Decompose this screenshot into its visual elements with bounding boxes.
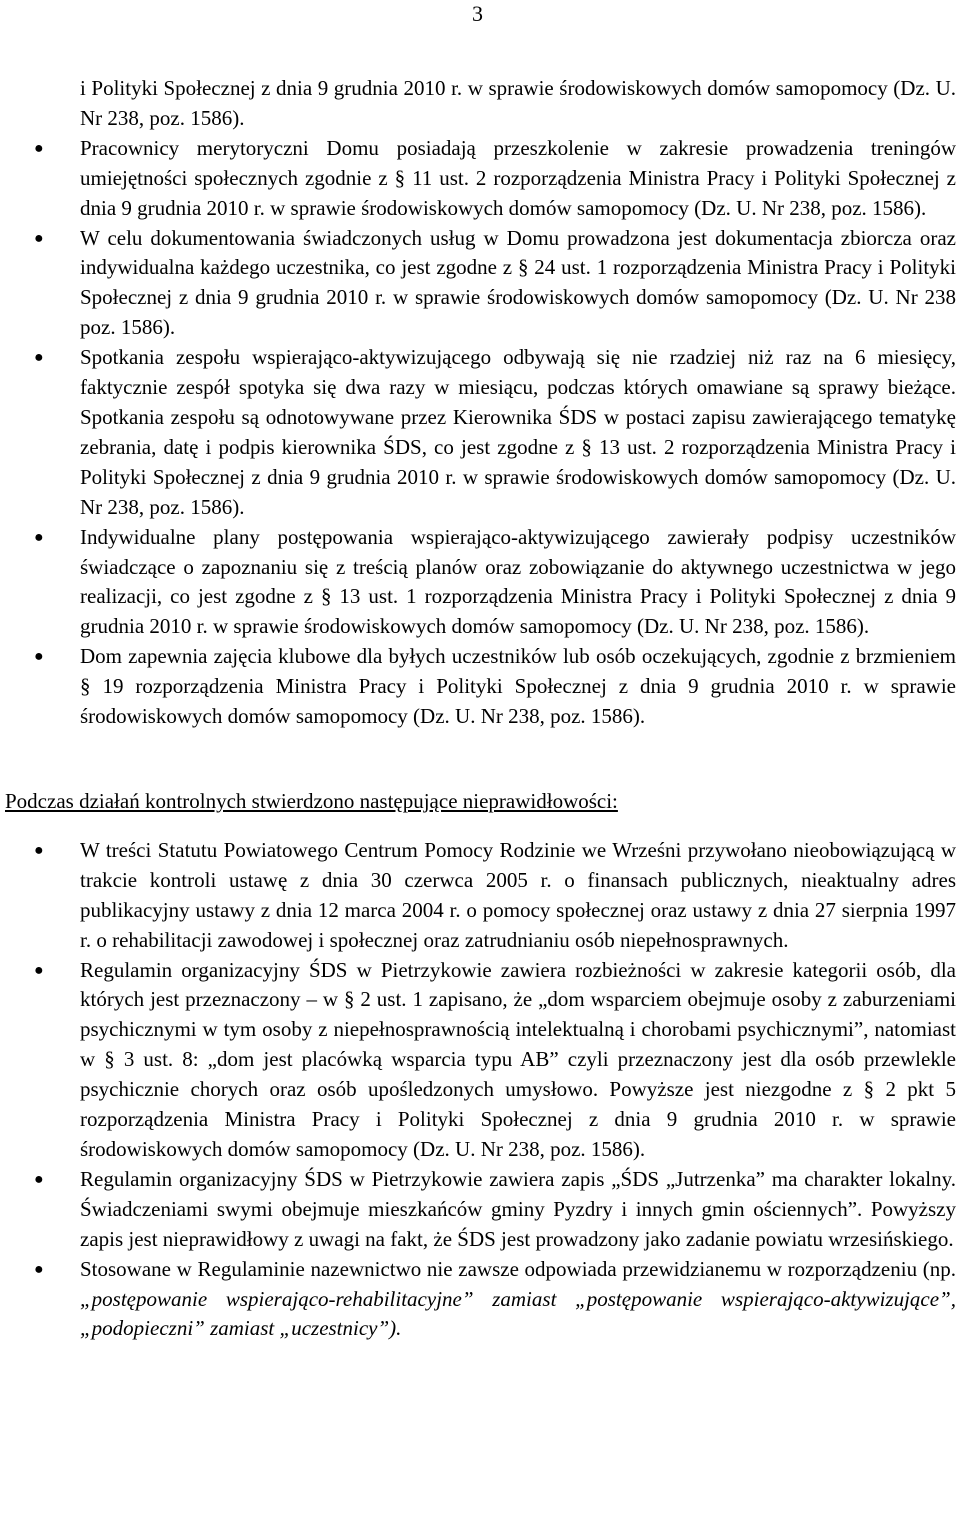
- page-number: 3: [472, 1, 483, 26]
- intro-continuation: i Polityki Społecznej z dnia 9 grudnia 2010 r. w sprawie środowiskowych domów samopomocy (Dz. U. Nr 238, poz. 1586).: [80, 76, 956, 130]
- positive-findings-list: [0, 134, 960, 732]
- list-item-text: W treści Statutu Powiatowego Centrum Pomocy Rodzinie we Wrześni przywołano nieobowiązującą w trakcie kontroli ustawę z dnia 30 czerwca 2005 r. o finansach publicznych, nieaktualny adres publikacyjny ustawy z dnia 12 marca 2004 r. o pomocy społecznej oraz ustawy z dnia 27 sierpnia 1997 r. o rehabilitacji zawodowej i społecznej oraz zatrudnianiu osób niepełnosprawnych.: [80, 837, 956, 952]
- list-item: [34, 343, 956, 522]
- bullet-icon: ●: [34, 1170, 44, 1188]
- list-item: [34, 1165, 956, 1255]
- list-item: [34, 836, 956, 956]
- list-item: [34, 134, 956, 224]
- list-item: [34, 956, 956, 1165]
- list-item-text: Regulamin organizacyjny ŚDS w Pietrzykowie zawiera rozbieżności w zakresie kategorii osób, dla których jest przeznaczony – w § 2 ust. 1 zapisano, że „dom wsparciem obejmuje osoby z zaburzeniami psychicznymi w tym osoby z niepełnosprawnością intelektualną i chorobami psychicznymi”, natomiast w § 3 ust. 8: „dom jest placówką wsparcia typu AB” czyli przeznaczony jest dla osób przewlekle psychicznie chorych oraz osób upośledzonych umysłowo. Powyższe jest niezgodne z § 2 pkt 5 rozporządzenia Ministra Pracy i Polityki Społecznej z dnia 9 grudnia 2010 r. w sprawie środowiskowych domów samopomocy (Dz. U. Nr 238, poz. 1586).: [80, 957, 956, 1161]
- bullet-icon: ●: [34, 139, 44, 157]
- irregularities-list: [0, 836, 960, 1344]
- list-item-text: Spotkania zespołu wspierająco-aktywizującego odbywają się nie rzadziej niż raz na 6 miesięcy, faktycznie zespół spotyka się dwa razy w miesiącu, podczas których omawiane są sprawy bieżące. Spotkania zespołu są odnotowywane przez Kierownika ŚDS w postaci zapisu zawierającego tematykę zebrania, datę i podpis kierownika ŚDS, co jest zgodne z § 13 ust. 2 rozporządzenia Ministra Pracy i Polityki Społecznej z dnia 9 grudnia 2010 r. w sprawie środowiskowych domów samopomocy (Dz. U. Nr 238, poz. 1586).: [80, 345, 956, 519]
- list-item: [34, 523, 956, 643]
- irregularities-heading: Podczas działań kontrolnych stwierdzono następujące nieprawidłowości:: [5, 788, 618, 813]
- list-item: [34, 224, 956, 344]
- bullet-icon: ●: [34, 528, 44, 546]
- list-item-text: Dom zapewnia zajęcia klubowe dla byłych uczestników lub osób oczekujących, zgodnie z brzmieniem § 19 rozporządzenia Ministra Pracy i Polityki Społecznej z dnia 9 grudnia 2010 r. w sprawie środowiskowych domów samopomocy (Dz. U. Nr 238, poz. 1586).: [80, 644, 956, 729]
- bullet-icon: ●: [34, 349, 44, 367]
- list-item-text-italic: „postępowanie wspierająco-rehabilitacyjne” zamiast „postępowanie wspierająco-aktywizujące”, „podopieczni” zamiast „uczestnicy”).: [80, 1286, 956, 1341]
- bullet-icon: ●: [34, 229, 44, 247]
- list-item-text-regular: Stosowane w Regulaminie nazewnictwo nie zawsze odpowiada przewidzianemu w rozporządzeniu (np.: [80, 1256, 956, 1281]
- list-item-text: Regulamin organizacyjny ŚDS w Pietrzykowie zawiera zapis „ŚDS „Jutrzenka” ma charakter lokalny. Świadczeniami swymi obejmuje mieszkańców gminy Pyzdry i innych gmin ościennych”. Powyższy zapis jest nieprawidłowy z uwagi na fakt, że ŚDS jest prowadzony jako zadanie powiatu wrzesińskiego.: [80, 1166, 956, 1251]
- list-item-text: Indywidualne plany postępowania wspierająco-aktywizującego zawierały podpisy uczestników świadczące o zapoznaniu się z treścią planów oraz zobowiązanie do aktywnego uczestnictwa w jego realizacji, co jest zgodne z § 13 ust. 1 rozporządzenia Ministra Pracy i Polityki Społecznej z dnia 9 grudnia 2010 r. w sprawie środowiskowych domów samopomocy (Dz. U. Nr 238, poz. 1586).: [80, 524, 956, 639]
- list-item-text: W celu dokumentowania świadczonych usług w Domu prowadzona jest dokumentacja zbiorcza oraz indywidualna każdego uczestnika, co jest zgodne z § 24 ust. 1 rozporządzenia Ministra Pracy i Polityki Społecznej z dnia 9 grudnia 2010 r. w sprawie środowiskowych domów samopomocy (Dz. U. Nr 238 poz. 1586).: [80, 225, 956, 340]
- bullet-icon: ●: [34, 648, 44, 666]
- document-body: [0, 74, 960, 1344]
- list-item-text: Pracownicy merytoryczni Domu posiadają przeszkolenie w zakresie prowadzenia treningów umiejętności społecznych zgodnie z § 11 ust. 2 rozporządzenia Ministra Pracy i Polityki Społecznej z dnia 9 grudnia 2010 r. w sprawie środowiskowych domów samopomocy (Dz. U. Nr 238, poz. 1586).: [80, 135, 956, 220]
- list-item-text: [80, 1255, 956, 1345]
- list-item: [34, 642, 956, 732]
- list-item: [34, 1255, 956, 1345]
- bullet-icon: ●: [34, 841, 44, 859]
- bullet-icon: ●: [34, 961, 44, 979]
- bullet-icon: ●: [34, 1260, 44, 1278]
